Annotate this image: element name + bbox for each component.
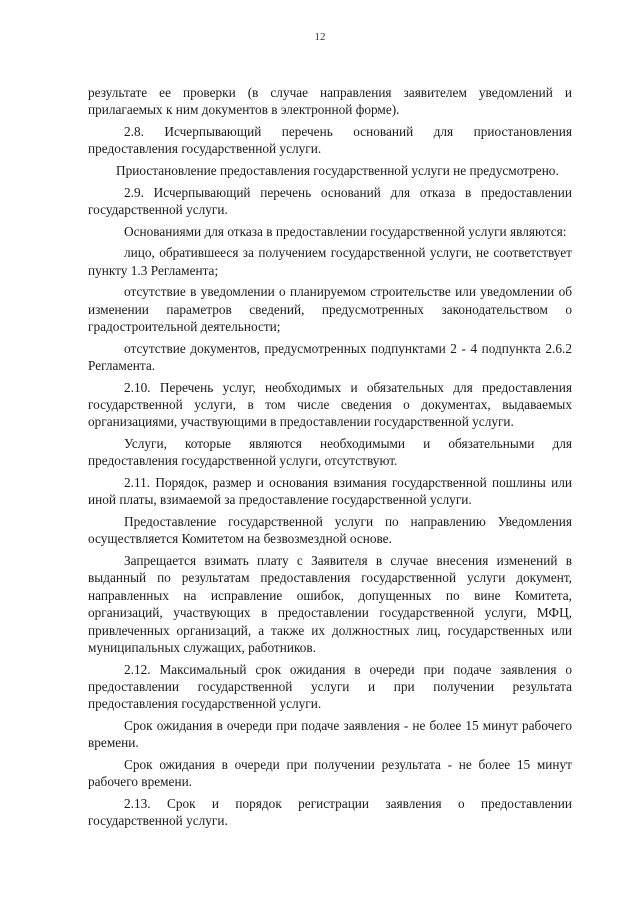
paragraph: Срок ожидания в очереди при получении результата - не более 15 минут рабочего времени. xyxy=(88,757,572,790)
section-heading-2-10: 2.10. Перечень услуг, необходимых и обязательных для предоставления государственной услуги, в том числе сведения о документах, выдаваемых организациями, участвующими в предоставлении государственной услуги. xyxy=(88,379,572,430)
section-heading-2-11: 2.11. Порядок, размер и основания взимания государственной пошлины или иной платы, взимаемой за предоставление государственной услуги. xyxy=(88,475,572,508)
paragraph: Предоставление государственной услуги по направлению Уведомления осуществляется Комитетом на безвозмездной основе. xyxy=(88,514,572,547)
paragraph: Услуги, которые являются необходимыми и обязательными для предоставления государственной услуги, отсутствуют. xyxy=(88,436,572,469)
paragraph: Приостановление предоставления государственной услуги не предусмотрено. xyxy=(116,163,559,178)
section-heading-2-13: 2.13. Срок и порядок регистрации заявления о предоставлении государственной услуги. xyxy=(88,796,572,829)
document-body xyxy=(88,84,572,834)
section-heading-2-12: 2.12. Максимальный срок ожидания в очереди при подаче заявления о предоставлении государственной услуги и при получении результата предоставления государственной услуги. xyxy=(88,661,572,712)
section-heading-2-8: 2.8. Исчерпывающий перечень оснований для приостановления предоставления государственной услуги. xyxy=(88,124,572,157)
paragraph: Срок ожидания в очереди при подаче заявления - не более 15 минут рабочего времени. xyxy=(88,718,572,751)
list-item: лицо, обратившееся за получением государственной услуги, не соответствует пункту 1.3 Регламента; xyxy=(88,245,572,278)
list-item: отсутствие документов, предусмотренных подпунктами 2 - 4 подпункта 2.6.2 Регламента. xyxy=(88,340,572,373)
list-item: отсутствие в уведомлении о планируемом строительстве или уведомлении об изменении параметров сведений, предусмотренных законодательством о градостроительной деятельности; xyxy=(88,284,572,334)
paragraph: Основаниями для отказа в предоставлении государственной услуги являются: xyxy=(124,223,567,239)
paragraph: результате ее проверки (в случае направления заявителем уведомлений и прилагаемых к ним документов в электронной форме). xyxy=(88,85,572,118)
section-heading-2-9: 2.9. Исчерпывающий перечень оснований для отказа в предоставлении государственной услуги. xyxy=(88,184,572,217)
page-number: 12 xyxy=(314,31,326,43)
paragraph: Запрещается взимать плату с Заявителя в случае внесения изменений в выданный по результатам предоставления государственной услуги документ, направленных на исправление ошибок, допущенных по вине Комитета, организаций, участвующих в предоставлении государственной услуги, МФЦ, привлеченных организаций, а также их должностных лиц, государственных или муниципальных служащих, работников. xyxy=(88,553,572,656)
